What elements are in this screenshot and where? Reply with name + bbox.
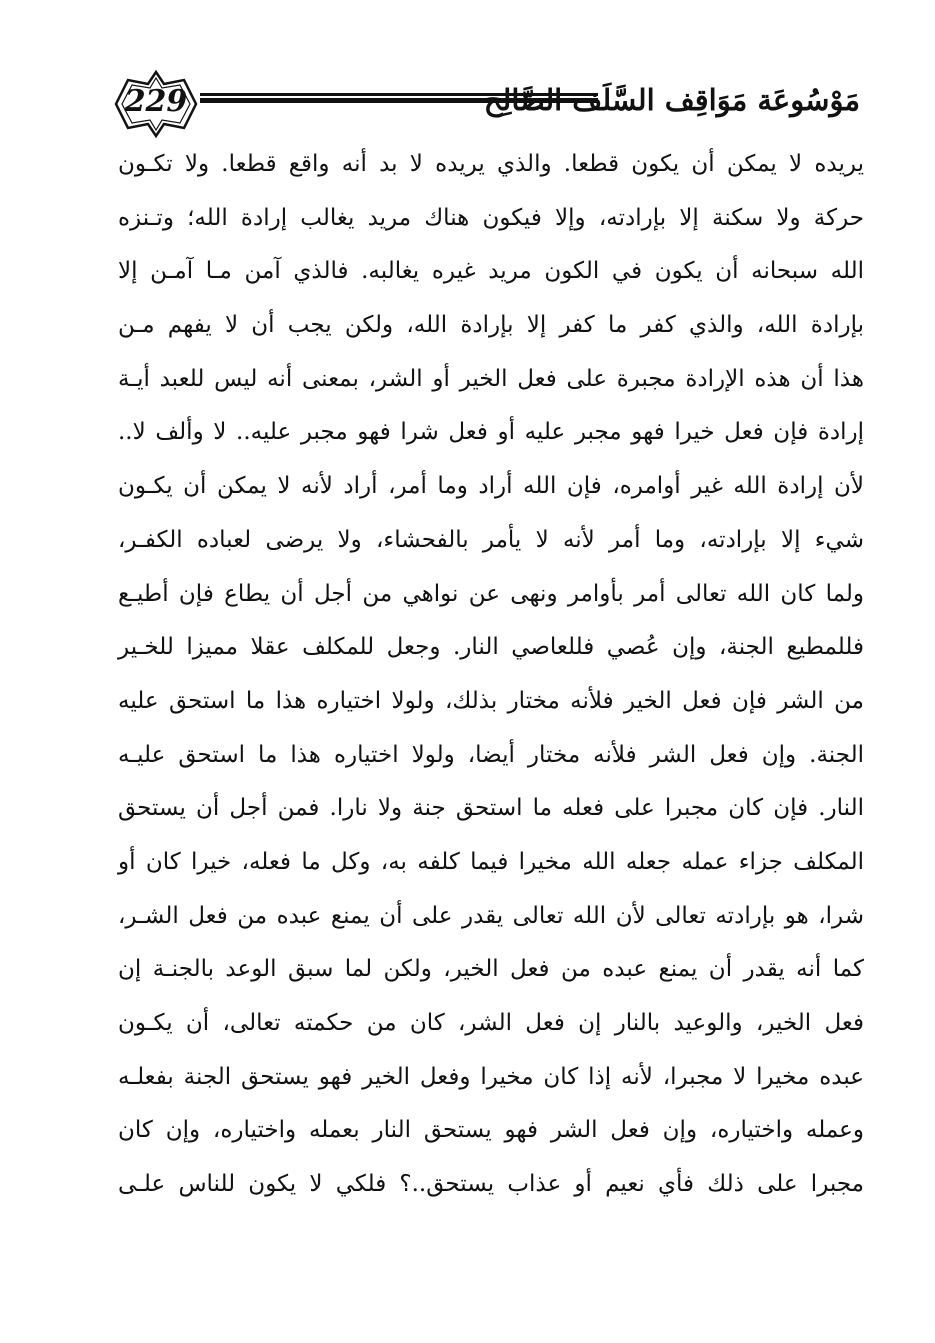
text-line: إرادة فإن فعل خيرا فهو مجبر عليه أو فعل شرا فهو مجبر عليه.. لا وألف لا.. xyxy=(118,419,864,446)
text-line: النار. فإن كان مجبرا على فعله ما استحق جنة ولا نارا. فمن أجل أن يستحق xyxy=(118,795,864,822)
text-line: من الشر فإن فعل الخير فلأنه مختار بذلك، ولولا اختياره هذا ما استحق عليه xyxy=(118,687,864,714)
text-line: يريده لا يمكن أن يكون قطعا. والذي يريده لا بد أنه واقع قطعا. ولا تكـون xyxy=(118,151,864,177)
page-body xyxy=(118,138,864,1212)
text-line: شرا، هو بإرادته تعالى لأن الله تعالى يقدر على أن يمنع عبده من فعل الشـر، xyxy=(118,902,864,929)
page-header xyxy=(0,0,935,150)
text-line: فعل الخير، والوعيد بالنار إن فعل الشر، كان من حكمته تعالى، أن يكـون xyxy=(118,1010,864,1036)
text-line: هذا أن هذه الإرادة مجبرة على فعل الخير أو الشر، بمعنى أنه ليس للعبد أيـة xyxy=(118,365,864,392)
text-line: المكلف جزاء عمله جعله الله مخيرا فيما كلفه به، وكل ما فعله، خيرا كان أو xyxy=(118,848,864,875)
text-line: شيء إلا بإرادته، وما أمر لأنه لا يأمر بالفحشاء، ولا يرضى لعباده الكفـر، xyxy=(118,526,864,553)
text-line: حركة ولا سكنة إلا بإرادته، وإلا فيكون هناك مريد يغالب إرادة الله؛ وتـنزه xyxy=(118,204,864,231)
text-line: بإرادة الله، والذي كفر ما كفر إلا بإرادة الله، ولكن يجب أن لا يفهم مـن xyxy=(118,312,864,339)
text-line: عبده مخيرا لا مجبرا، لأنه إذا كان مخيرا وفعل الخير فهو يستحق الجنة بفعلـه xyxy=(118,1063,864,1090)
text-line: الجنة. وإن فعل الشر فلأنه مختار أيضا، ولولا اختياره هذا ما استحق عليـه xyxy=(118,741,864,768)
book-title: مَوْسُوعَة مَوَاقِف السَّلَف الصَّالِح xyxy=(483,83,860,117)
page-number: 229 xyxy=(124,84,188,119)
text-line: فللمطيع الجنة، وإن عُصي فللعاصي النار. وجعل للمكلف عقلا مميزا للخـير xyxy=(118,634,864,661)
page-number-badge xyxy=(100,66,212,142)
text-line: مجبرا على ذلك فأي نعيم أو عذاب يستحق..؟ فلكي لا يكون للناس علـى xyxy=(118,1171,864,1198)
text-line: كما أنه يقدر أن يمنع عبده من فعل الخير، ولكن لما سبق الوعد بالجنـة إن xyxy=(118,956,864,983)
text-line: ولما كان الله تعالى أمر بأوامر ونهى عن نواهي من أجل أن يطاع فإن أطيـع xyxy=(118,580,864,607)
text-line: الله سبحانه أن يكون في الكون مريد غيره يغالبه. فالذي آمن مـا آمـن إلا xyxy=(118,258,864,285)
text-line: لأن إرادة الله غير أوامره، فإن الله أراد وما أمر، أراد لأنه لا يمكن أن يكـون xyxy=(118,473,864,500)
text-line: وعمله واختياره، وإن فعل الشر فهو يستحق النار بعمله واختياره، وإن كان xyxy=(118,1117,864,1144)
